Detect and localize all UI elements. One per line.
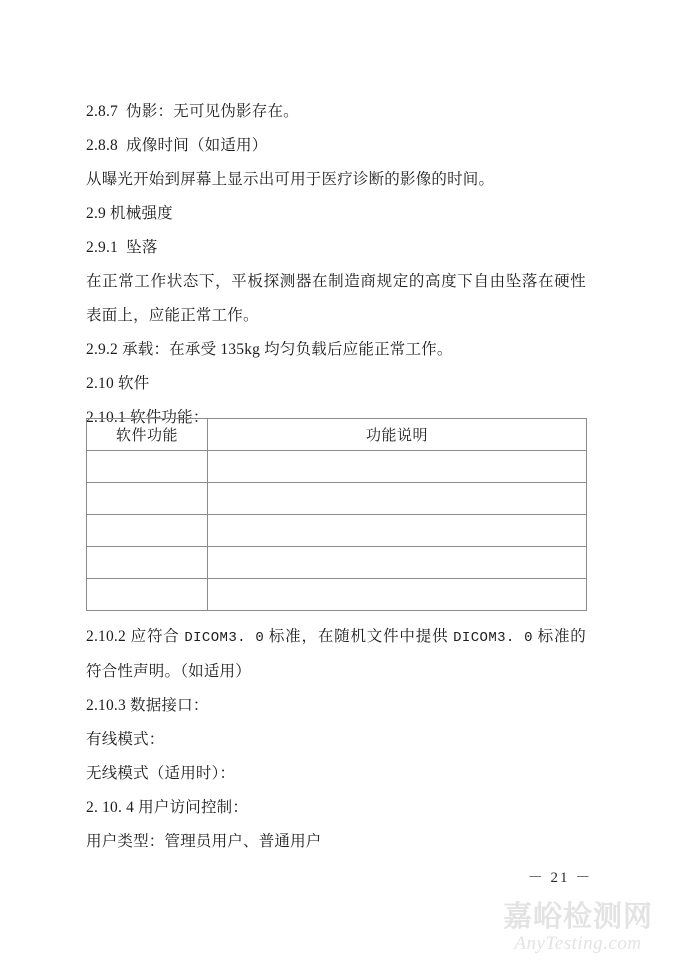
label-wired-mode: 有线模式：	[86, 731, 165, 748]
paragraph-2-9-2-load: 2.9.2 承载：在承受 135kg 均匀负载后应能正常工作。	[86, 341, 453, 358]
paragraph-2-10-2-dicom	[86, 620, 586, 689]
dicom-standard-2: DICOM3. 0	[453, 630, 533, 646]
table-header-row	[87, 419, 587, 451]
heading-2-10: 2.10 软件	[86, 375, 150, 392]
table-cell-function-description[interactable]	[208, 579, 587, 611]
table-cell-software-function[interactable]	[87, 515, 208, 547]
paragraph-drop-test: 在正常工作状态下，平板探测器在制造商规定的高度下自由坠落在硬性表面上，应能正常工作。	[86, 273, 586, 324]
table-row	[87, 547, 587, 579]
paragraph-2-8-7: 2.8.7 伪影：无可见伪影存在。	[86, 103, 299, 120]
dicom-prefix: 2.10.2 应符合	[86, 628, 185, 645]
heading-2-8-8: 2.8.8 成像时间（如适用）	[86, 137, 268, 154]
table-cell-software-function[interactable]	[87, 547, 208, 579]
table-row	[87, 579, 587, 611]
label-wireless-mode: 无线模式（适用时）：	[86, 765, 236, 782]
dicom-mid: 标准，在随机文件中提供	[264, 628, 454, 645]
page-number-label: － 21 －	[527, 870, 593, 886]
table-row	[87, 483, 587, 515]
table-cell-function-description[interactable]	[208, 483, 587, 515]
watermark-chinese-text: 嘉峪检测网	[502, 899, 653, 933]
label-user-types: 用户类型：管理员用户、普通用户	[86, 833, 322, 850]
table-cell-software-function[interactable]	[87, 579, 208, 611]
software-function-table	[86, 418, 587, 611]
dicom-suffix: 标准的符合性声明。（如适用）	[86, 628, 586, 680]
heading-2-10-3: 2.10.3 数据接口：	[86, 697, 209, 714]
watermark-english-text: AnyTesting.com	[514, 933, 642, 954]
heading-2-10-4: 2. 10. 4 用户访问控制：	[86, 799, 249, 816]
table-cell-software-function[interactable]	[87, 483, 208, 515]
heading-2-9: 2.9 机械强度	[86, 205, 173, 222]
software-function-table-wrapper	[86, 418, 586, 611]
table-cell-function-description[interactable]	[208, 547, 587, 579]
table-row	[87, 451, 587, 483]
paragraph-imaging-time: 从曝光开始到屏幕上显示出可用于医疗诊断的影像的时间。	[86, 171, 495, 188]
heading-2-9-1: 2.9.1 坠落	[86, 239, 158, 256]
table-header-software-function: 软件功能	[87, 419, 208, 451]
page-body-text-after-table	[86, 620, 586, 859]
dicom-standard-1: DICOM3. 0	[184, 630, 265, 646]
table-cell-software-function[interactable]	[87, 451, 208, 483]
table-header-function-description: 功能说明	[208, 419, 587, 451]
table-row	[87, 515, 587, 547]
watermark	[488, 899, 668, 955]
page-number	[0, 866, 680, 887]
table-cell-function-description[interactable]	[208, 515, 587, 547]
table-cell-function-description[interactable]	[208, 451, 587, 483]
heading-2-10-1: 2.10.1 软件功能：	[86, 409, 209, 426]
page-body-text	[86, 95, 586, 435]
